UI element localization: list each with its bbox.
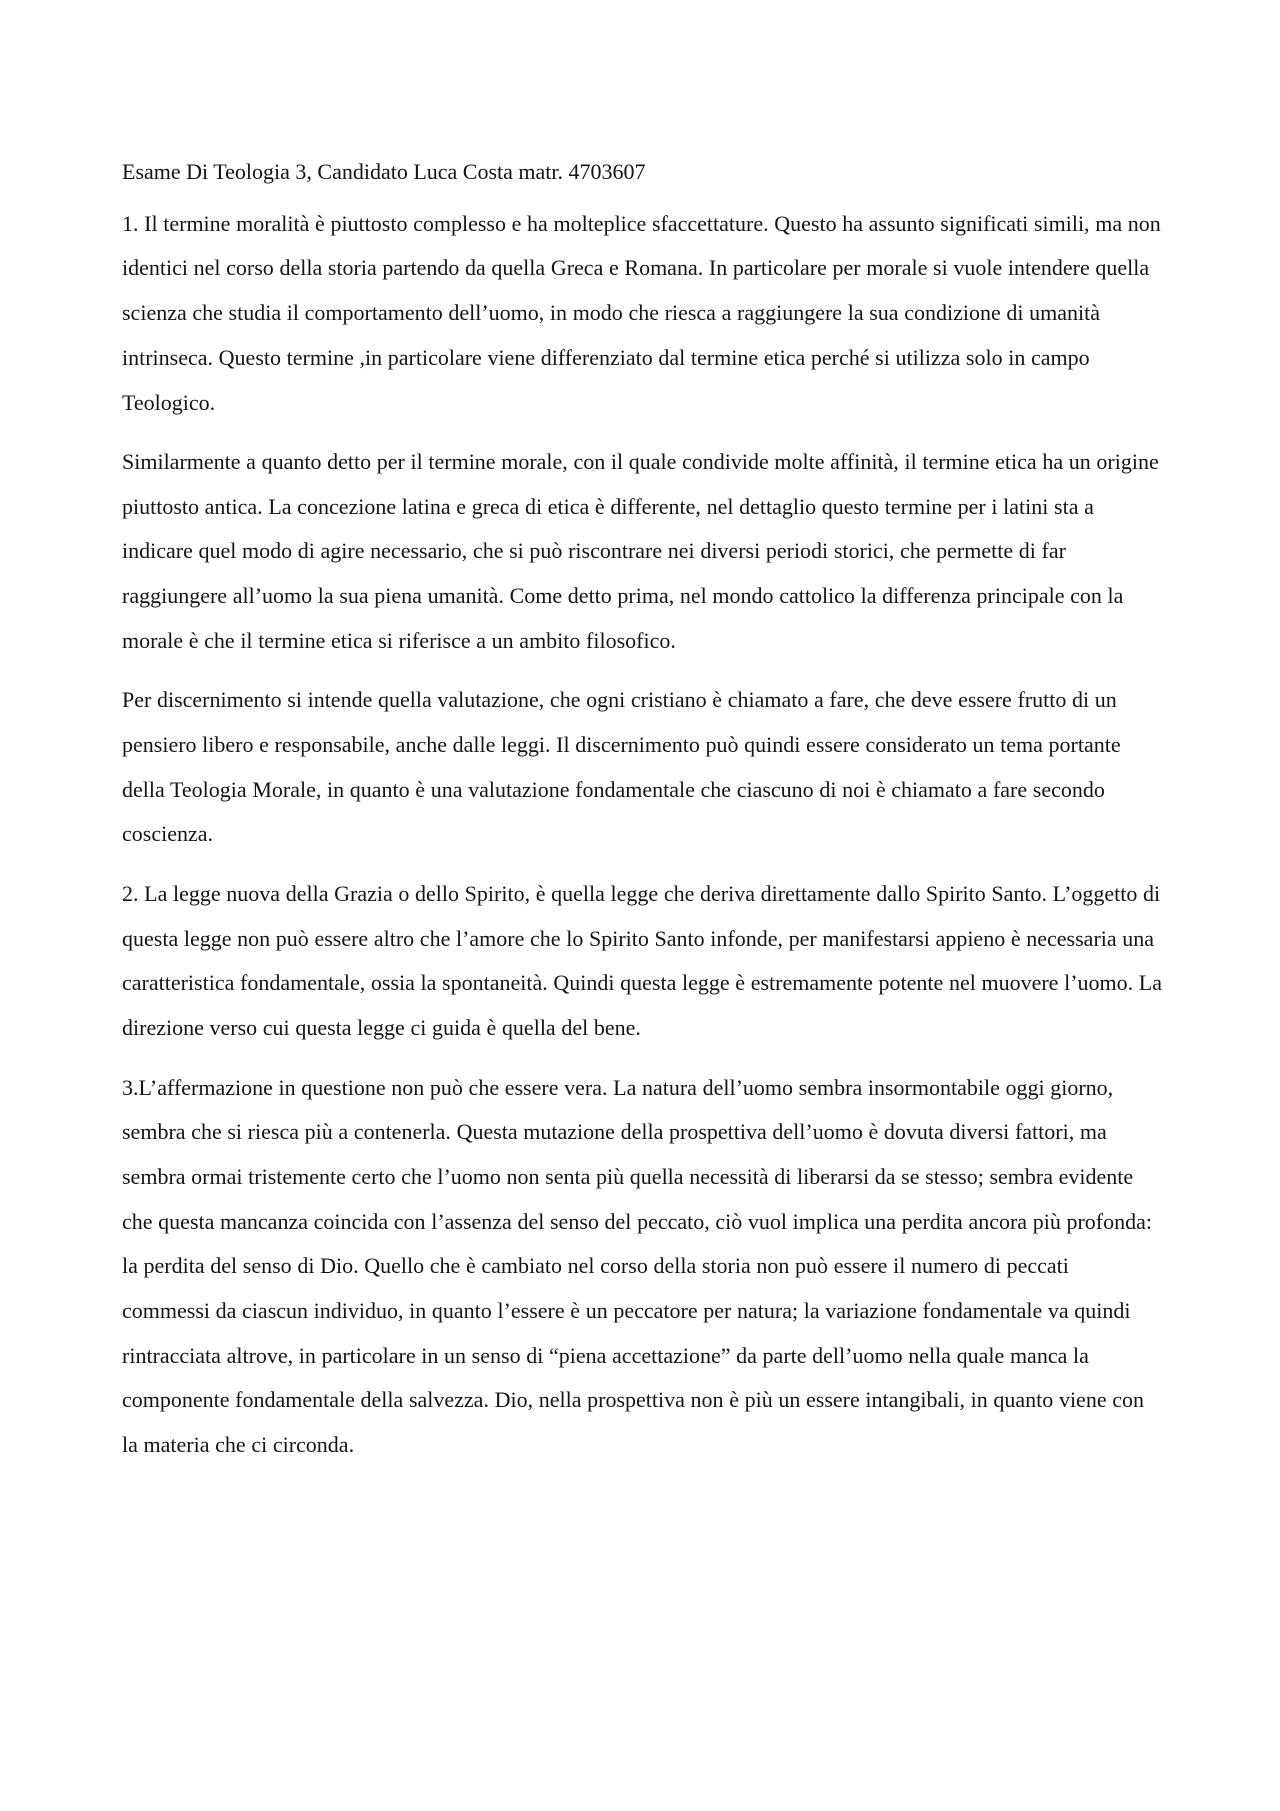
paragraph-1: 1. Il termine moralità è piuttosto complesso e ha molteplice sfaccettature. Questo ha assunto significati simili, ma non identici nel corso della storia partendo da quella Greca e Romana. In particolare per morale si vuole intendere quella scienza che studia il comportamento dell’uomo, in modo che riesca a raggiungere la sua condizione di umanità intrinseca. Questo termine ,in particolare viene differenziato dal termine etica perché si utilizza solo in campo Teologico. — [122, 210, 1161, 415]
paragraph-2: Similarmente a quanto detto per il termine morale, con il quale condivide molte affinità, il termine etica ha un origine piuttosto antica. La concezione latina e greca di etica è differente, nel dettaglio questo termine per i latini sta a indicare quel modo di agire necessario, che si può riscontrare nei diversi periodi storici, che permette di far raggiungere all’uomo la sua piena umanità. Come detto prima, nel mondo cattolico la differenza principale con la morale è che il termine etica si riferisce a un ambito filosofico. — [122, 449, 1159, 653]
document-title: Esame Di Teologia 3, Candidato Luca Costa matr. 4703607 — [122, 159, 646, 184]
document-body — [122, 150, 1162, 1483]
paragraph-4: 2. La legge nuova della Grazia o dello Spirito, è quella legge che deriva direttamente dallo Spirito Santo. L’oggetto di questa legge non può essere altro che l’amore che lo Spirito Santo infonde, per manifestarsi appieno è necessaria una caratteristica fondamentale, ossia la spontaneità. Quindi questa legge è estremamente potente nel muovere l’uomo. La direzione verso cui questa legge ci guida è quella del bene. — [122, 880, 1162, 1041]
paragraph-5: 3.L’affermazione in questione non può che essere vera. La natura dell’uomo sembra insormontabile oggi giorno, sembra che si riesca più a contenerla. Questa mutazione della prospettiva dell’uomo è dovuta diversi fattori, ma sembra ormai tristemente certo che l’uomo non senta più quella necessità di liberarsi da se stesso; sembra evidente che questa mancanza coincida con l’assenza del senso del peccato, ciò vuol implica una perdita ancora più profonda: la perdita del senso di Dio. Quello che è cambiato nel corso della storia non può essere il numero di peccati commessi da ciascun individuo, in quanto l’essere è un peccatore per natura; la variazione fondamentale va quindi rintracciata altrove, in particolare in un senso di “piena accettazione” da parte dell’uomo nella quale manca la componente fondamentale della salvezza. Dio, nella prospettiva non è più un essere intangibali, in quanto viene con la materia che ci circonda. — [122, 1074, 1153, 1458]
paragraph-3: Per discernimento si intende quella valutazione, che ogni cristiano è chiamato a fare, che deve essere frutto di un pensiero libero e responsabile, anche dalle leggi. Il discernimento può quindi essere considerato un tema portante della Teologia Morale, in quanto è una valutazione fondamentale che ciascuno di noi è chiamato a fare secondo coscienza. — [122, 687, 1121, 847]
